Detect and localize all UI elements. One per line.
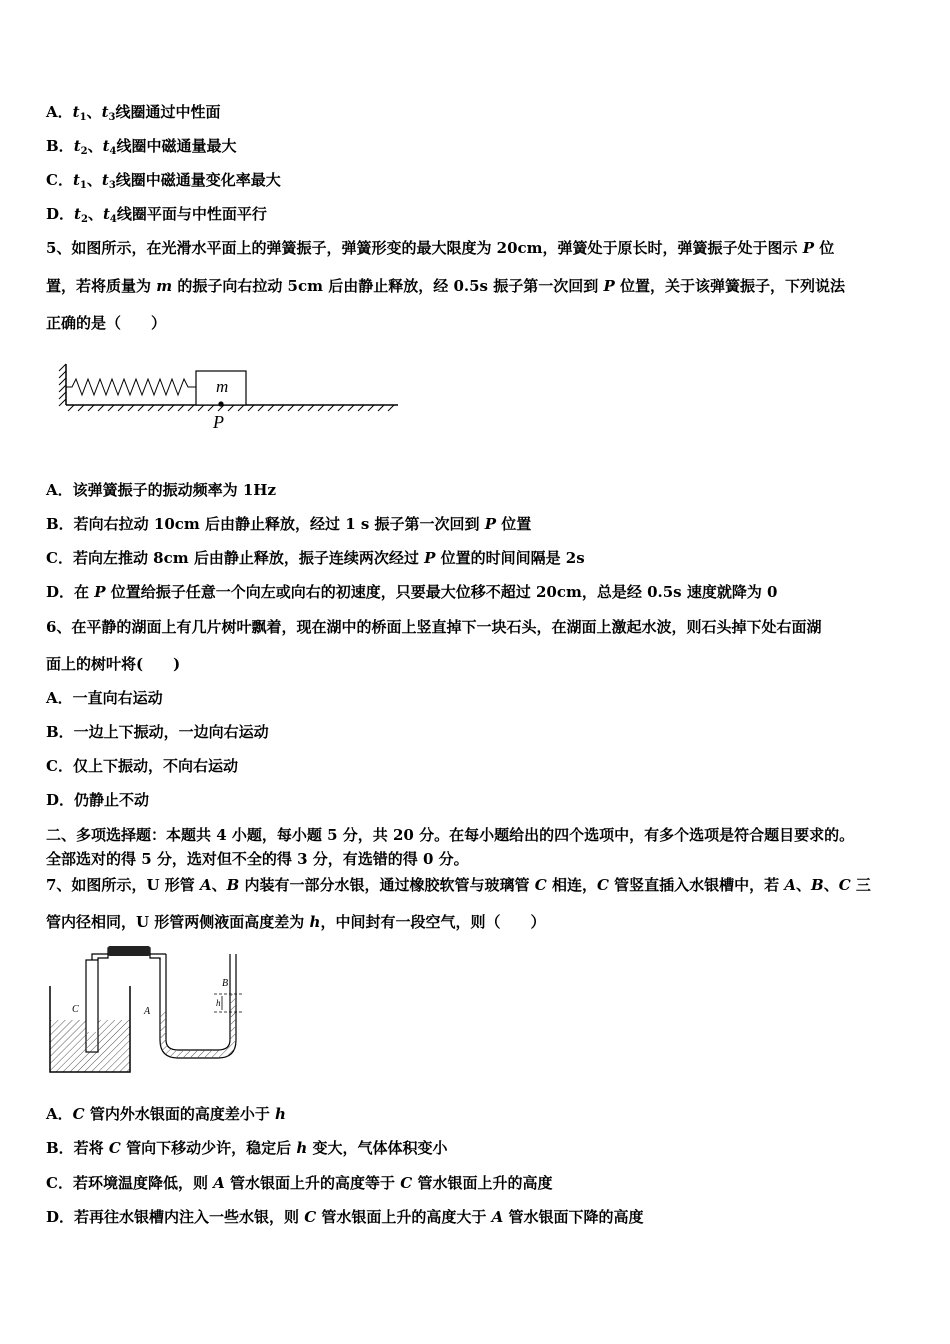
q4-option-c: C．$t_1$、$t_3$线圈中磁通量变化率最大: [46, 171, 281, 191]
q6-option-c: C．仅上下振动，不向右运动: [46, 757, 238, 775]
q7-stem-line2: 管内径相同，U 形管两侧液面高度差为 h，中间封有一段空气，则（ ）: [46, 913, 546, 931]
label-a: A: [144, 1006, 151, 1017]
q7-option-b: B．若将 C 管向下移动少许，稳定后 h 变大，气体体积变小: [46, 1139, 448, 1157]
section2-heading-line2: 全部选对的得 5 分，选对但不全的得 3 分，有选错的得 0 分。: [46, 850, 469, 868]
rubber-hose: [108, 946, 150, 956]
spring-oscillator-figure: [58, 358, 403, 436]
q4-option-b: B．$t_2$、$t_4$线圈中磁通量最大: [46, 137, 237, 157]
q5-option-d: D．在 P 位置给振子任意一个向左或向右的初速度，只要最大位移不超过 20cm，总是经 0.5s 速度就降为 0: [46, 583, 778, 601]
q5-option-c: C．若向左推动 8cm 后由静止释放，振子连续两次经过 P 位置的时间间隔是 2s: [46, 549, 585, 567]
spring: [66, 379, 196, 395]
u-tube-figure: [46, 940, 258, 1078]
q6-stem-line1: 6、在平静的湖面上有几片树叶飘着，现在湖中的桥面上竖直掉下一块石头，在湖面上激起水波，则石头掉下处右面湖: [46, 618, 822, 636]
q5-stem-line2: 置，若将质量为 m 的振子向右拉动 5cm 后由静止释放，经 0.5s 振子第一次回到 P 位置，关于该弹簧振子，下列说法: [46, 277, 845, 295]
q7-option-c: C．若环境温度降低，则 A 管水银面上升的高度等于 C 管水银面上升的高度: [46, 1174, 553, 1192]
label-c: C: [72, 1004, 79, 1015]
point-p-label: P: [213, 412, 224, 432]
q7-stem-line1: 7、如图所示，U 形管 A、B 内装有一部分水银，通过橡胶软管与玻璃管 C 相连，C 管竖直插入水银槽中，若 A、B、C 三: [46, 876, 871, 894]
q5-stem-line3: 正确的是（ ）: [46, 314, 167, 332]
q5-option-b: B．若向右拉动 10cm 后由静止释放，经过 1 s 振子第一次回到 P 位置: [46, 515, 532, 533]
label-h: h: [216, 998, 221, 1008]
q6-option-d: D．仍静止不动: [46, 791, 150, 809]
section2-heading-line1: 二、多项选择题：本题共 4 小题，每小题 5 分，共 20 分。在每小题给出的四个选项中，有多个选项是符合题目要求的。: [46, 826, 855, 844]
q7-option-d: D．若再往水银槽内注入一些水银，则 C 管水银面上升的高度大于 A 管水银面下降的高度: [46, 1208, 644, 1226]
q7-option-a: A．C 管内外水银面的高度差小于 h: [46, 1105, 286, 1123]
q4-option-d: D．$t_2$、$t_4$线圈平面与中性面平行: [46, 205, 267, 225]
q6-stem-line2: 面上的树叶将( ): [46, 655, 181, 673]
mass-label: m: [216, 377, 229, 396]
q5-stem-line1: 5、如图所示，在光滑水平面上的弹簧振子，弹簧形变的最大限度为 20cm，弹簧处于原长时，弹簧振子处于图示 P 位: [46, 239, 835, 257]
q6-option-b: B．一边上下振动，一边向右运动: [46, 723, 269, 741]
q6-option-a: A．一直向右运动: [46, 689, 163, 707]
q4-option-a: A．$t_1$、$t_3$线圈通过中性面: [46, 103, 221, 123]
q5-option-a: A．该弹簧振子的振动频率为 1Hz: [46, 481, 276, 499]
label-b: B: [222, 978, 229, 989]
